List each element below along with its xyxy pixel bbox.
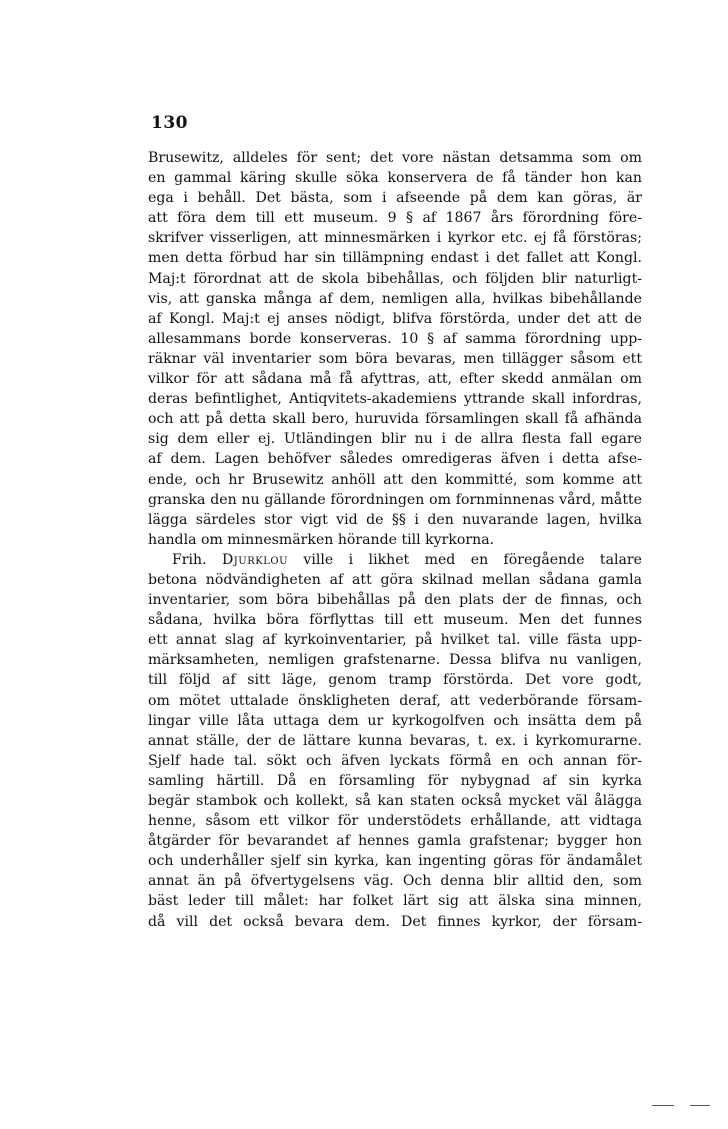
text-line: af Kongl. Maj:t ej anses nödigt, blifva förstörda, under det att de	[148, 310, 642, 327]
text-line: åtgärder för bevarandet af hennes gamla grafstenar; bygger hon	[148, 833, 642, 850]
text-line: annat än på öfvertygelsens väg. Och denna blir alltid den, som	[148, 873, 642, 890]
text-line: samling härtill. Då en församling för nybygnad af sin kyrka	[148, 772, 642, 789]
text-line: betona nödvändigheten af att göra skilnad mellan sådana gamla	[148, 571, 642, 588]
body-text	[148, 148, 642, 932]
text-line: ende, och hr Brusewitz anhöll att den kommitté, som komme att	[148, 471, 642, 488]
page-number: 130	[151, 113, 188, 133]
scan-mark	[652, 1105, 674, 1106]
text-line: granska den nu gällande förordningen om fornminnenas vård, måtte	[148, 491, 642, 508]
text-line: deras befintlighet, Antiqvitets-akademiens yttrande skall infordras,	[148, 391, 642, 408]
text-line: om mötet uttalade önskligheten deraf, att vederbörande försam-	[148, 692, 642, 709]
text-line: märksamheten, nemligen grafstenarne. Dessa blifva nu vanligen,	[148, 652, 642, 669]
text-line: räknar väl inventarier som böra bevaras, men tillägger såsom ett	[148, 350, 642, 367]
text-line: ega i behåll. Det bästa, som i afseende på dem kan göras, är	[148, 190, 642, 207]
text-line: ett annat slag af kyrkoinventarier, på hvilket tal. ville fästa upp-	[148, 632, 642, 649]
scan-mark	[690, 1105, 710, 1106]
text-line: en gammal käring skulle söka konservera de få tänder hon kan	[148, 170, 642, 187]
text-line: Sjelf hade tal. sökt och äfven lyckats förmå en och annan för-	[148, 752, 642, 769]
text-line: vis, att ganska många af dem, nemligen alla, hvilkas bibehållande	[148, 290, 642, 307]
text-line: Maj:t förordnat att de skola bibehållas, och följden blir naturligt-	[148, 270, 642, 287]
text-line: sig dem eller ej. Utländingen blir nu i de allra flesta fall egare	[148, 431, 642, 448]
speaker-title: Frih.	[172, 551, 207, 568]
text-line: och underhåller sjelf sin kyrka, kan ingenting göras för ändamålet	[148, 853, 642, 870]
text-line-first	[148, 550, 642, 570]
text-line: af dem. Lagen behöfver således omredigeras äfven i detta afse-	[148, 451, 642, 468]
text-line: och att på detta skall bero, huruvida församlingen skall få afhända	[148, 411, 642, 428]
text-line: sådana, hvilka böra förflyttas till ett museum. Men det funnes	[148, 612, 642, 629]
text-line: vilkor för att sådana må få afyttras, att, efter skedd anmälan om	[148, 371, 642, 388]
text-line: lingar ville låta uttaga dem ur kyrkogolfven och insätta dem på	[148, 712, 642, 729]
text-line: handla om minnesmärken hörande till kyrkorna.	[148, 531, 495, 548]
text-line: begär stambok och kollekt, så kan staten också mycket väl ålägga	[148, 793, 642, 809]
text-line: lägga särdeles stor vigt vid de §§ i den nuvarande lagen, hvilka	[148, 511, 642, 528]
text-line: men detta förbud har sin tillämpning endast i det fallet att Kongl.	[148, 250, 642, 267]
text-line: då vill det också bevara dem. Det finnes kyrkor, der försam-	[148, 913, 642, 930]
text-line: henne, såsom ett vilkor för understödets erhållande, att vidtaga	[148, 813, 642, 830]
paragraph-1	[148, 148, 642, 550]
text-span: ville i likhet med en föregående talare	[303, 551, 642, 568]
text-line: Brusewitz, alldeles för sent; det vore nästan detsamma som om	[148, 150, 642, 166]
text-line: bäst leder till målet: har folket lärt sig att älska sina minnen,	[148, 893, 642, 910]
text-line: allesammans borde konserveras. 10 § af samma förordning upp-	[148, 330, 642, 347]
text-line: skrifver visserligen, att minnesmärken i kyrkor etc. ej få förstöras;	[148, 230, 642, 247]
text-line: till följd af sitt läge, genom tramp förstörda. Det vore godt,	[148, 672, 642, 689]
speaker-name: Djurklou	[222, 551, 289, 568]
text-line: att föra dem till ett museum. 9 § af 1867 års förordning före-	[148, 210, 642, 227]
text-line: inventarier, som böra bibehållas på den plats der de finnas, och	[148, 592, 642, 609]
paragraph-2	[148, 550, 642, 932]
text-line: annat ställe, der de lättare kunna bevaras, t. ex. i kyrkomurarne.	[148, 732, 642, 749]
